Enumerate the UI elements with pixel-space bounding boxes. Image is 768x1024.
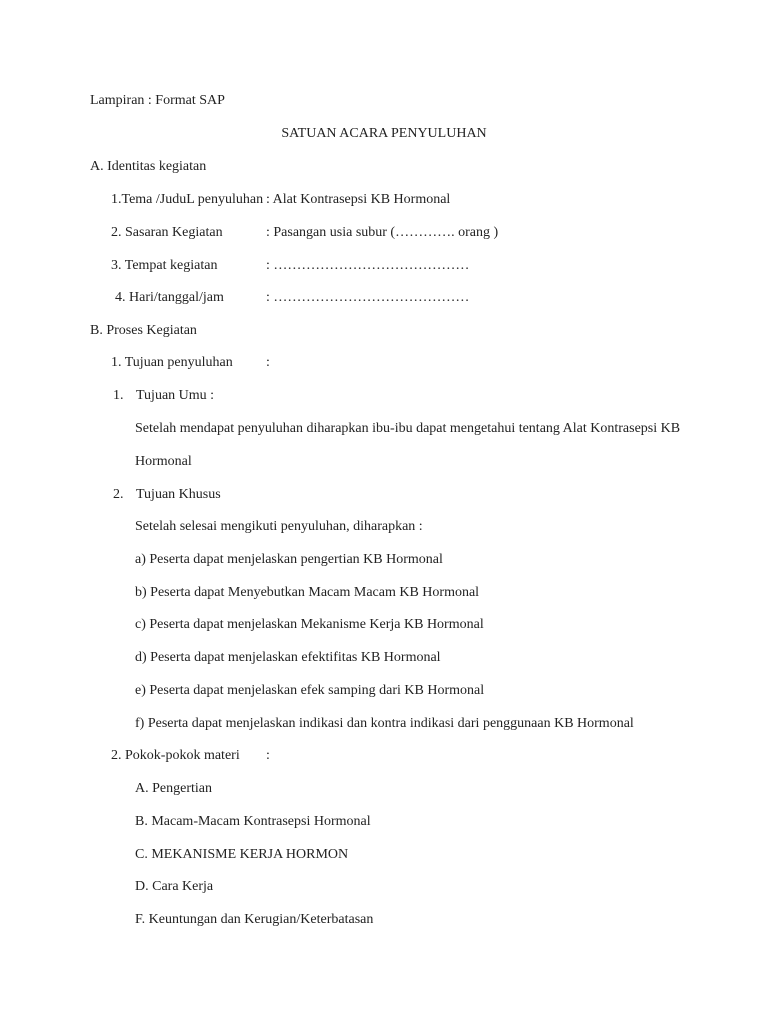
- materi-item: B. Macam-Macam Kontrasepsi Hormonal: [135, 814, 371, 829]
- section-a-heading: A. Identitas kegiatan: [90, 159, 207, 174]
- list-item: c) Peserta dapat menjelaskan Mekanisme Kerja KB Hormonal: [135, 617, 484, 632]
- hari-value: : ……………………………………: [266, 290, 470, 305]
- tempat-value: : ……………………………………: [266, 258, 470, 273]
- lampiran-line: Lampiran : Format SAP: [90, 93, 225, 108]
- section-b-heading: B. Proses Kegiatan: [90, 323, 197, 338]
- list-item: a) Peserta dapat menjelaskan pengertian KB Hormonal: [135, 552, 443, 567]
- pokok-materi-label: 2. Pokok-pokok materi: [111, 748, 240, 763]
- tujuan-colon: :: [266, 355, 270, 370]
- document-title: SATUAN ACARA PENYULUHAN: [281, 126, 487, 141]
- list-item: f) Peserta dapat menjelaskan indikasi dan kontra indikasi dari penggunaan KB Hormonal: [135, 716, 634, 731]
- tujuan-umum-text-line-1: Setelah mendapat penyuluhan diharapkan ibu-ibu dapat mengetahui tentang Alat Kontrasepsi KB: [135, 421, 681, 436]
- tujuan-umum-label: Tujuan Umu :: [136, 388, 215, 403]
- list-item: b) Peserta dapat Menyebutkan Macam Macam KB Hormonal: [135, 585, 480, 600]
- tujuan-khusus-intro: Setelah selesai mengikuti penyuluhan, diharapkan :: [135, 519, 423, 534]
- list-item: e) Peserta dapat menjelaskan efek samping dari KB Hormonal: [135, 683, 485, 698]
- tema-label: 1.Tema /JuduL penyuluhan: [111, 192, 264, 207]
- tujuan-umum-number: 1.: [113, 388, 124, 403]
- materi-item: D. Cara Kerja: [135, 879, 214, 894]
- materi-item: A. Pengertian: [135, 781, 212, 796]
- materi-item: C. MEKANISME KERJA HORMON: [135, 847, 349, 862]
- tujuan-umum-text-line-2: Hormonal: [135, 454, 192, 469]
- tujuan-label: 1. Tujuan penyuluhan: [111, 355, 233, 370]
- pokok-materi-colon: :: [266, 748, 270, 763]
- tema-value: : Alat Kontrasepsi KB Hormonal: [266, 192, 451, 207]
- tujuan-khusus-label: Tujuan Khusus: [136, 487, 221, 502]
- materi-item: F. Keuntungan dan Kerugian/Keterbatasan: [135, 912, 374, 927]
- sasaran-value: : Pasangan usia subur (…………. orang ): [266, 225, 499, 240]
- sasaran-label: 2. Sasaran Kegiatan: [111, 225, 223, 240]
- tempat-label: 3. Tempat kegiatan: [111, 258, 218, 273]
- hari-label: 4. Hari/tanggal/jam: [115, 290, 224, 305]
- list-item: d) Peserta dapat menjelaskan efektifitas KB Hormonal: [135, 650, 441, 665]
- tujuan-khusus-number: 2.: [113, 487, 124, 502]
